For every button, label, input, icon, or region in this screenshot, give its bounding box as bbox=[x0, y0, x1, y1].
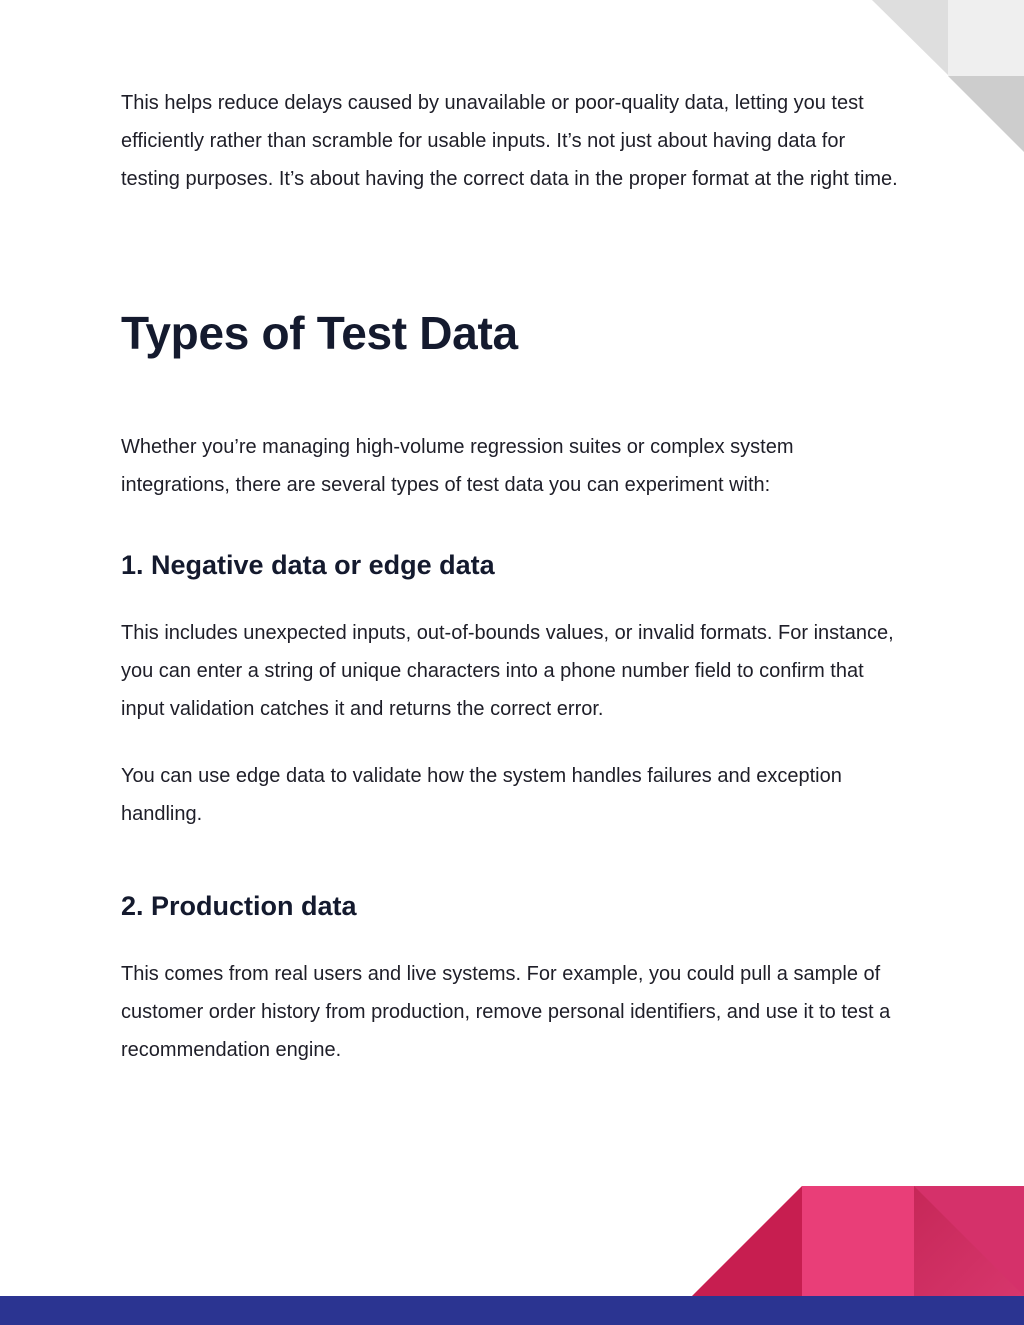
subsection-paragraph: This includes unexpected inputs, out-of-bounds values, or invalid formats. For instance, you can enter a string of unique characters into a phone number field to confirm that input validation catches it and returns the correct error. bbox=[121, 622, 894, 720]
subsection-paragraph: This comes from real users and live systems. For example, you could pull a sample of customer order history from production, remove personal identifiers, and use it to test a recommendation engine. bbox=[121, 963, 891, 1061]
bottom-corner-decoration bbox=[692, 1184, 1024, 1296]
subsection-title-negative-data: 1. Negative data or edge data bbox=[121, 550, 495, 580]
footer-bar bbox=[0, 1296, 1024, 1325]
corner-light-square bbox=[948, 0, 1024, 76]
intro-paragraph: This helps reduce delays caused by unavailable or poor-quality data, letting you test efficiently rather than scramble for usable inputs. It’s not just about having data for testing purposes. It’s about having the correct data in the proper format at the right time. bbox=[121, 92, 898, 190]
corner-dark-triangle bbox=[948, 76, 1024, 152]
pink-block bbox=[802, 1186, 914, 1296]
subsection-paragraph: You can use edge data to validate how the system handles failures and exception handling. bbox=[121, 765, 842, 825]
section-intro-paragraph: Whether you’re managing high-volume regression suites or complex system integrations, there are several types of test data you can experiment with: bbox=[121, 436, 794, 496]
section-title: Types of Test Data bbox=[121, 307, 518, 359]
document-body bbox=[121, 84, 901, 1069]
crimson-triangle bbox=[692, 1186, 802, 1296]
subsection-title-production-data: 2. Production data bbox=[121, 891, 357, 921]
